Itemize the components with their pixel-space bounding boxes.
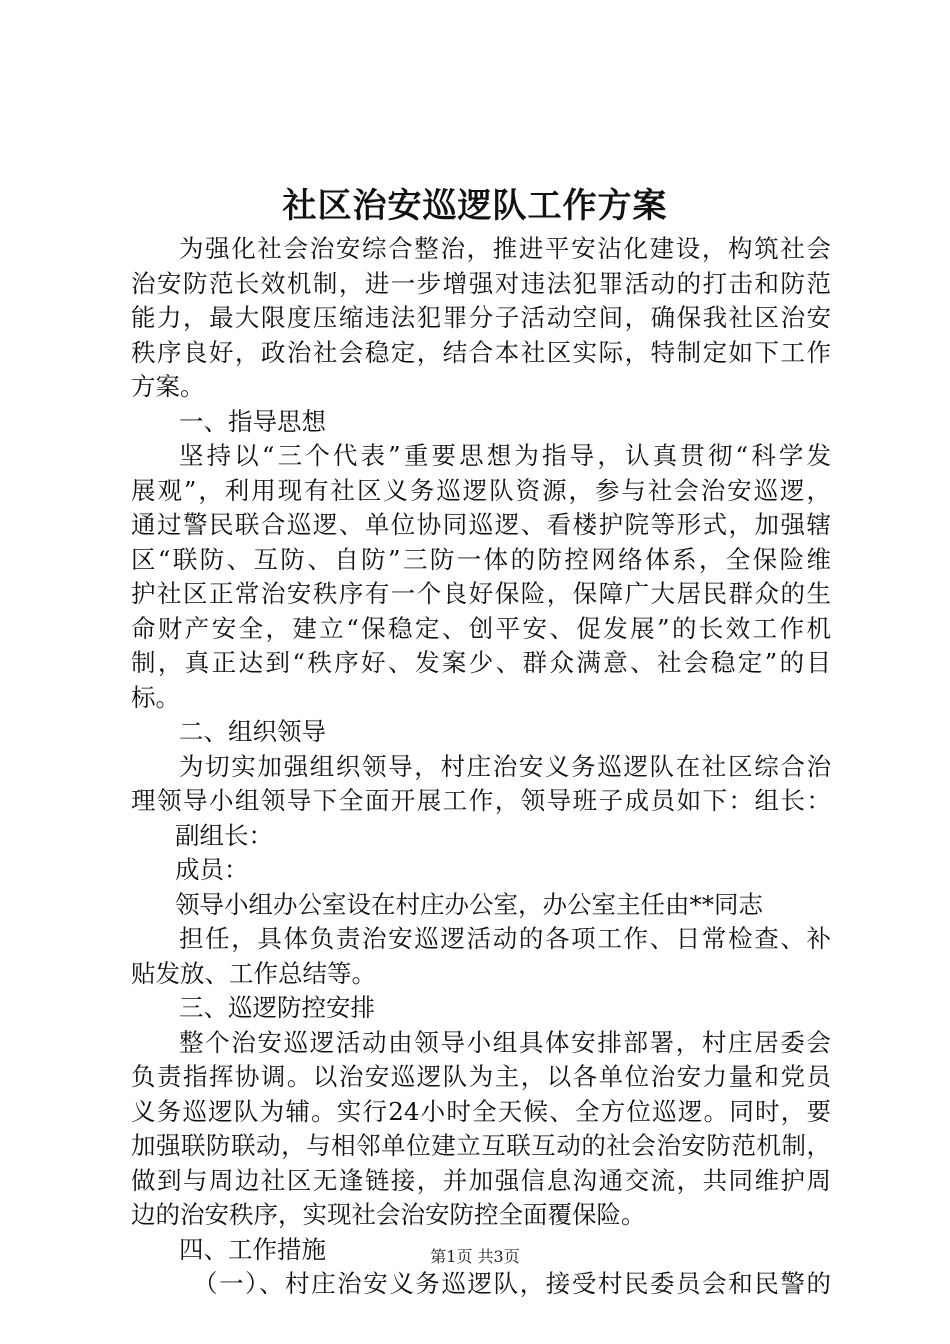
paragraph-line: 为强化社会治安综合整治，推进平安沾化建设，构筑社会 <box>179 234 831 263</box>
paragraph-line: 成员： <box>175 855 249 884</box>
paragraph-line: 边的治安秩序，实现社会治安防控全面覆保险。 <box>131 1200 646 1229</box>
paragraph-line: 护社区正常治安秩序有一个良好保险，保障广大居民群众的生 <box>131 579 831 608</box>
paragraph-line: 区“联防、互防、自防”三防一体的防控网络体系，全保险维 <box>131 544 831 574</box>
paragraph-line: 坚持以“三个代表”重要思想为指导，认真贯彻“科学发 <box>179 441 831 470</box>
paragraph-line: 整个治安巡逻活动由领导小组具体安排部署，村庄居委会 <box>179 1027 831 1057</box>
paragraph-line: 领导小组办公室设在村庄办公室，办公室主任由**同志 <box>175 889 763 919</box>
section-heading: 四、工作措施 <box>179 1234 326 1264</box>
paragraph-line: 通过警民联合巡逻、单位协同巡逻、看楼护院等形式，加强辖 <box>131 510 831 539</box>
paragraph-line: 理领导小组领导下全面开展工作，领导班子成员如下：组长： <box>131 786 831 815</box>
paragraph-line: 制，真正达到“秩序好、发案少、群众满意、社会稳定”的目 <box>131 648 831 677</box>
paragraph-line: 秩序良好，政治社会稳定，结合本社区实际，特制定如下工作 <box>131 337 831 367</box>
paragraph-line: 标。 <box>131 682 180 712</box>
section-heading: 一、指导思想 <box>179 406 326 436</box>
paragraph-line: 治安防范长效机制，进一步增强对违法犯罪活动的打击和防范 <box>131 268 831 298</box>
paragraph-line: 担任，具体负责治安巡逻活动的各项工作、日常检查、补 <box>179 924 831 953</box>
page-footer: 第1页 共3页 <box>430 1247 520 1266</box>
paragraph-line: 加强联防联动，与相邻单位建立互联互动的社会治安防范机制， <box>131 1131 831 1160</box>
paragraph-line: 副组长： <box>175 820 273 850</box>
paragraph-line: 义务巡逻队为辅。实行24小时全天候、全方位巡逻。同时，要 <box>131 1096 831 1126</box>
paragraph-line: 为切实加强组织领导，村庄治安义务巡逻队在社区综合治 <box>179 751 831 781</box>
paragraph-line: 能力，最大限度压缩违法犯罪分子活动空间，确保我社区治安 <box>131 303 831 332</box>
section-heading: 二、组织领导 <box>179 717 326 746</box>
document-body <box>131 232 831 1302</box>
section-heading: 三、巡逻防控安排 <box>179 993 375 1022</box>
paragraph-line: 方案。 <box>131 372 205 401</box>
paragraph-line: 展观”，利用现有社区义务巡逻队资源，参与社会治安巡逻， <box>131 475 831 505</box>
paragraph-line: 负责指挥协调。以治安巡逻队为主，以各单位治安力量和党员 <box>131 1062 831 1091</box>
paragraph-line: 命财产安全，建立“保稳定、创平安、促发展”的长效工作机 <box>131 613 831 643</box>
paragraph-line: 做到与周边社区无逢链接，并加强信息沟通交流，共同维护周 <box>131 1165 831 1195</box>
paragraph-line: （一）、村庄治安义务巡逻队，接受村民委员会和民警的 <box>193 1269 831 1298</box>
paragraph-line: 贴发放、工作总结等。 <box>131 958 376 988</box>
document-title: 社区治安巡逻队工作方案 <box>282 186 668 226</box>
